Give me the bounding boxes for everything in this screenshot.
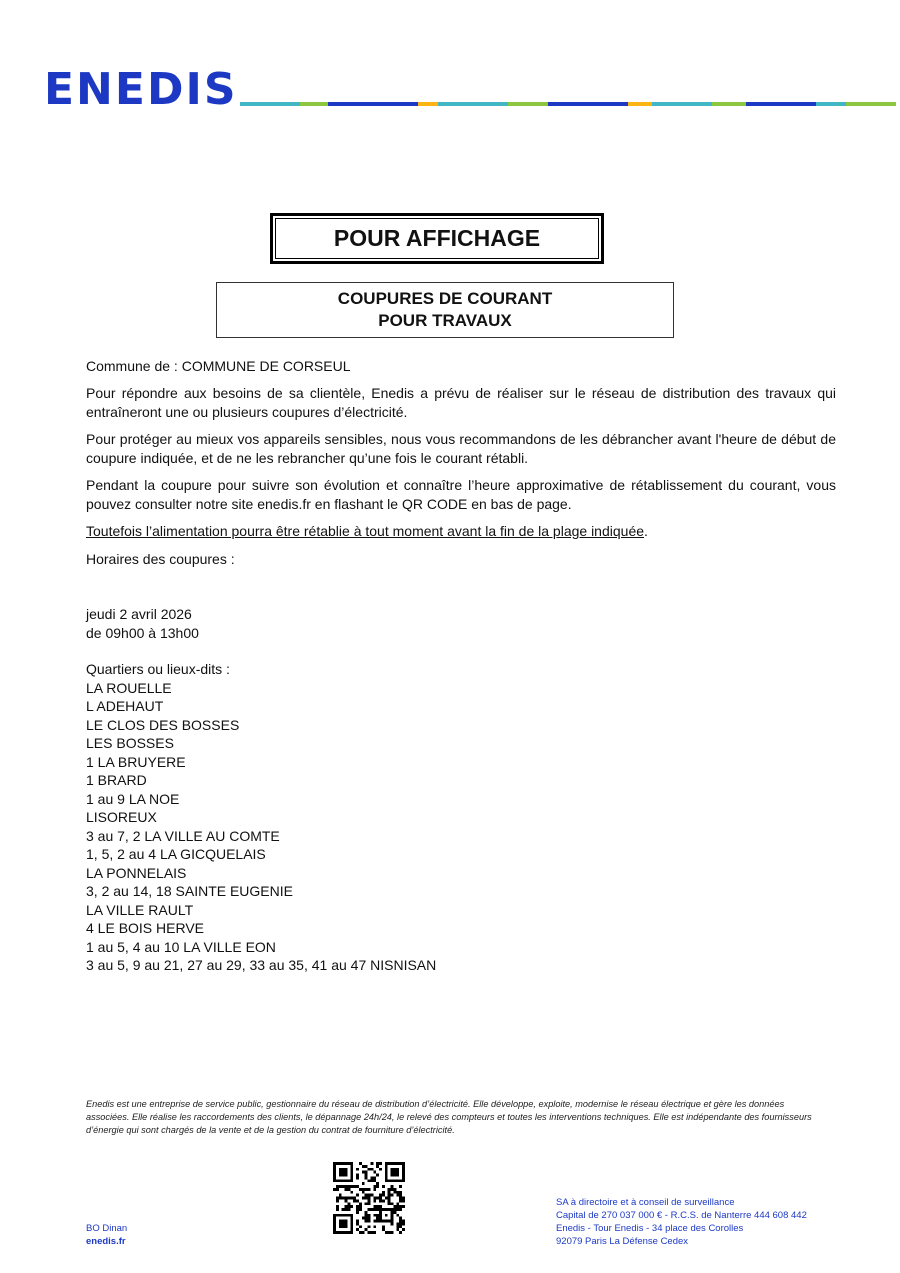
- list-item: LA VILLE RAULT: [86, 901, 194, 918]
- notice-title-line1: COUPURES DE COURANT: [337, 289, 553, 308]
- list-item: 1 BRARD: [86, 772, 147, 788]
- outage-time: de 09h00 à 13h00: [86, 625, 199, 641]
- company-info: [556, 1196, 807, 1248]
- footer-disclaimer: Enedis est une entreprise de service public, gestionnaire du réseau de distribution d’électricité. Elle développe, exploite, modernise le réseau électrique et gère les données associées. Elle réalise les raccordements des clients, le dépannage 24h/24, le relevé des compteurs et toutes les interventions techniques. Elle est indépendante des fournisseurs d’énergie qui sont chargés de la vente et de la gestion du contrat de fourniture d’électricité.: [86, 1099, 812, 1135]
- list-item: 1 au 9 LA NOE: [86, 790, 180, 807]
- list-item: 4 LE BOIS HERVE: [86, 920, 205, 936]
- list-item: 3 au 5, 9 au 21, 27 au 29, 33 au 35, 41 au 47 NISNISAN: [86, 957, 437, 973]
- affichage-title-box: [270, 213, 604, 264]
- list-item: LA ROUELLE: [86, 679, 172, 696]
- commune-line: Commune de : COMMUNE DE CORSEUL: [86, 358, 351, 374]
- places-list: [86, 660, 436, 975]
- warning-underlined: Toutefois l’alimentation pourra être rétablie à tout moment avant la fin de la plage indiquée: [86, 523, 645, 539]
- enedis-logo: [44, 66, 234, 110]
- office-block: [86, 1222, 127, 1248]
- paragraph-intro: Pour répondre aux besoins de sa clientèle, Enedis a prévu de réaliser sur le réseau de distribution des travaux qui entraîneront une ou plusieurs coupures d’électricité.: [86, 385, 836, 420]
- website-link[interactable]: enedis.fr: [86, 1236, 126, 1247]
- company-line: Capital de 270 037 000 € - R.C.S. de Nanterre 444 608 442: [556, 1210, 807, 1221]
- notice-title-box: [216, 282, 674, 338]
- company-line: Enedis - Tour Enedis - 34 place des Corolles: [556, 1223, 744, 1234]
- list-item: 1 LA BRUYERE: [86, 753, 186, 770]
- page-title: POUR AFFICHAGE: [275, 218, 599, 259]
- company-line: 92079 Paris La Défense Cedex: [556, 1236, 689, 1247]
- list-item: 1 au 5, 4 au 10 LA VILLE EON: [86, 938, 276, 955]
- qr-code[interactable]: [333, 1162, 405, 1234]
- horaires-label: Horaires des coupures :: [86, 551, 235, 567]
- office-name: BO Dinan: [86, 1223, 128, 1234]
- list-item: 1, 5, 2 au 4 LA GICQUELAIS: [86, 846, 266, 862]
- outage-date: jeudi 2 avril 2026: [86, 606, 192, 622]
- list-item: 3, 2 au 14, 18 SAINTE EUGENIE: [86, 883, 293, 899]
- logo-text: ENEDIS: [44, 66, 234, 110]
- places-label: Quartiers ou lieux-dits :: [86, 661, 230, 677]
- list-item: L ADEHAUT: [86, 698, 164, 714]
- paragraph-protect: Pour protéger au mieux vos appareils sensibles, nous vous recommandons de les débrancher avant l'heure de début de coupure indiquée, et de ne les rebrancher qu’une fois le courant rétabli.: [86, 431, 836, 466]
- paragraph-follow: Pendant la coupure pour suivre son évolution et connaître l’heure approximative de rétablissement du courant, vous pouvez consulter notre site enedis.fr en flashant le QR CODE en bas de page.: [86, 477, 836, 512]
- company-line: SA à directoire et à conseil de surveillance: [556, 1197, 735, 1208]
- list-item: LES BOSSES: [86, 735, 174, 751]
- list-item: LISOREUX: [86, 809, 157, 825]
- notice-title-line2: POUR TRAVAUX: [378, 311, 512, 330]
- list-item: LA PONNELAIS: [86, 864, 187, 881]
- list-item: 3 au 7, 2 LA VILLE AU COMTE: [86, 827, 280, 844]
- header-rule: [240, 102, 896, 106]
- paragraph-warning: [86, 522, 836, 541]
- list-item: LE CLOS DES BOSSES: [86, 716, 240, 733]
- warning-end: .: [644, 523, 648, 539]
